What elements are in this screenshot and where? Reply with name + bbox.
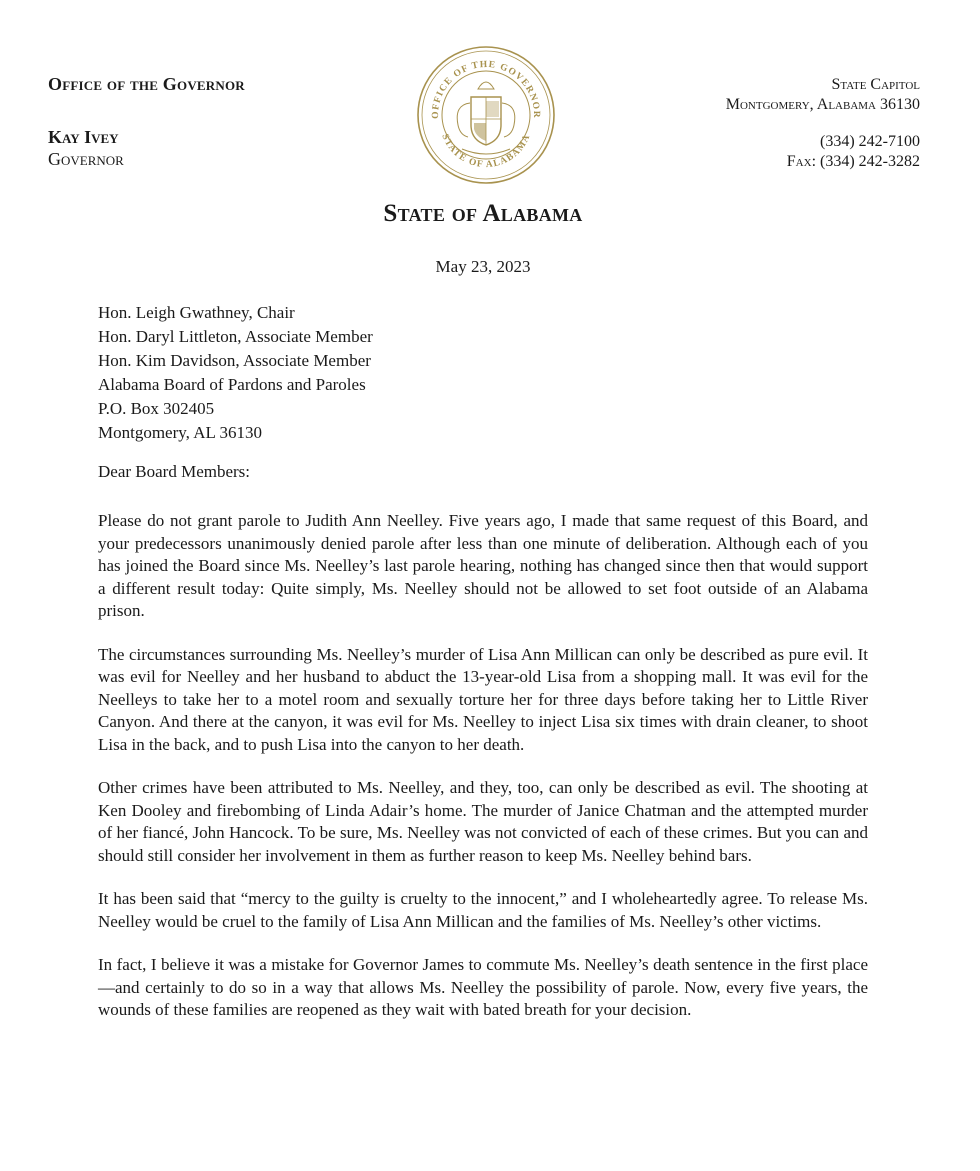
letterhead-right <box>726 75 920 172</box>
letter-date: May 23, 2023 <box>435 257 531 276</box>
contact-block <box>726 132 920 172</box>
recipient-address <box>98 301 373 445</box>
office-name: Office of the Governor <box>48 74 245 94</box>
state-seal-icon <box>416 45 556 185</box>
governor-block <box>48 126 245 170</box>
seal-text-top: OFFICE OF THE GOVERNOR <box>430 59 542 119</box>
seal-text-bottom: STATE OF ALABAMA <box>439 132 533 171</box>
city-line: Montgomery, Alabama 36130 <box>725 96 920 113</box>
page-title: State of Alabama <box>383 200 583 227</box>
body-paragraph: Please do not grant parole to Judith Ann Neelley. Five years ago, I made that same request of this Board, and your predecessors unanimously denied parole after less than one minute of deliberation. Although each of you has joined the Board since Ms. Neelley’s last parole hearing, nothing has changed since then that would support a different result today: Quite simply, Ms. Neelley should not be allowed to set foot outside of an Alabama prison. <box>98 511 868 620</box>
address-line: Hon. Leigh Gwathney, Chair <box>98 303 295 322</box>
address-line: Alabama Board of Pardons and Paroles <box>98 375 366 394</box>
body-paragraph: The circumstances surrounding Ms. Neelley’s murder of Lisa Ann Millican can only be described as pure evil. It was evil for Neelley and her husband to abduct the 13-year-old Lisa from a shopping mall. It was evil for the Neelleys to take her to a motel room and sexually torture her for three days before taking her to Little River Canyon. And there at the canyon, it was evil for Ms. Neelley to inject Lisa six times with drain cleaner, to shoot Lisa in the back, and to push Lisa into the canyon to her death. <box>98 644 868 754</box>
salutation: Dear Board Members: <box>98 462 251 481</box>
governor-name: Kay Ivey <box>48 127 119 147</box>
body-paragraph: In fact, I believe it was a mistake for Governor James to commute Ms. Neelley’s death sentence in the first place—and certainly to do so in a way that allows Ms. Neelley the possibility of parole. Now, every five years, the wounds of these families are reopened as they wait with bated breath for your decision. <box>98 955 868 1019</box>
letter-body <box>98 510 868 1043</box>
letterhead-left <box>48 73 245 170</box>
body-paragraph: It has been said that “mercy to the guilty is cruelty to the innocent,” and I wholeheartedly agree. To release Ms. Neelley would be cruel to the family of Lisa Ann Millican and the families of Ms. Neelley’s other victims. <box>98 889 868 931</box>
governor-title: Governor <box>48 149 124 169</box>
phone-number: (334) 242-7100 <box>820 133 920 150</box>
capitol-line: State Capitol <box>831 76 920 93</box>
address-line: Montgomery, AL 36130 <box>98 423 263 442</box>
address-line: P.O. Box 302405 <box>98 399 215 418</box>
fax-number: Fax: (334) 242-3282 <box>786 153 920 170</box>
address-line: Hon. Kim Davidson, Associate Member <box>98 351 371 370</box>
body-paragraph: Other crimes have been attributed to Ms. Neelley, and they, too, can only be described as evil. The shooting at Ken Dooley and firebombing of Linda Adair’s home. The murder of Janice Chatman and the attempted murder of her fiancé, John Hancock. To be sure, Ms. Neelley was not convicted of each of these crimes. But you can and should still consider her involvement in them as further reason to keep Ms. Neelley behind bars. <box>98 778 868 865</box>
address-line: Hon. Daryl Littleton, Associate Member <box>98 327 373 346</box>
